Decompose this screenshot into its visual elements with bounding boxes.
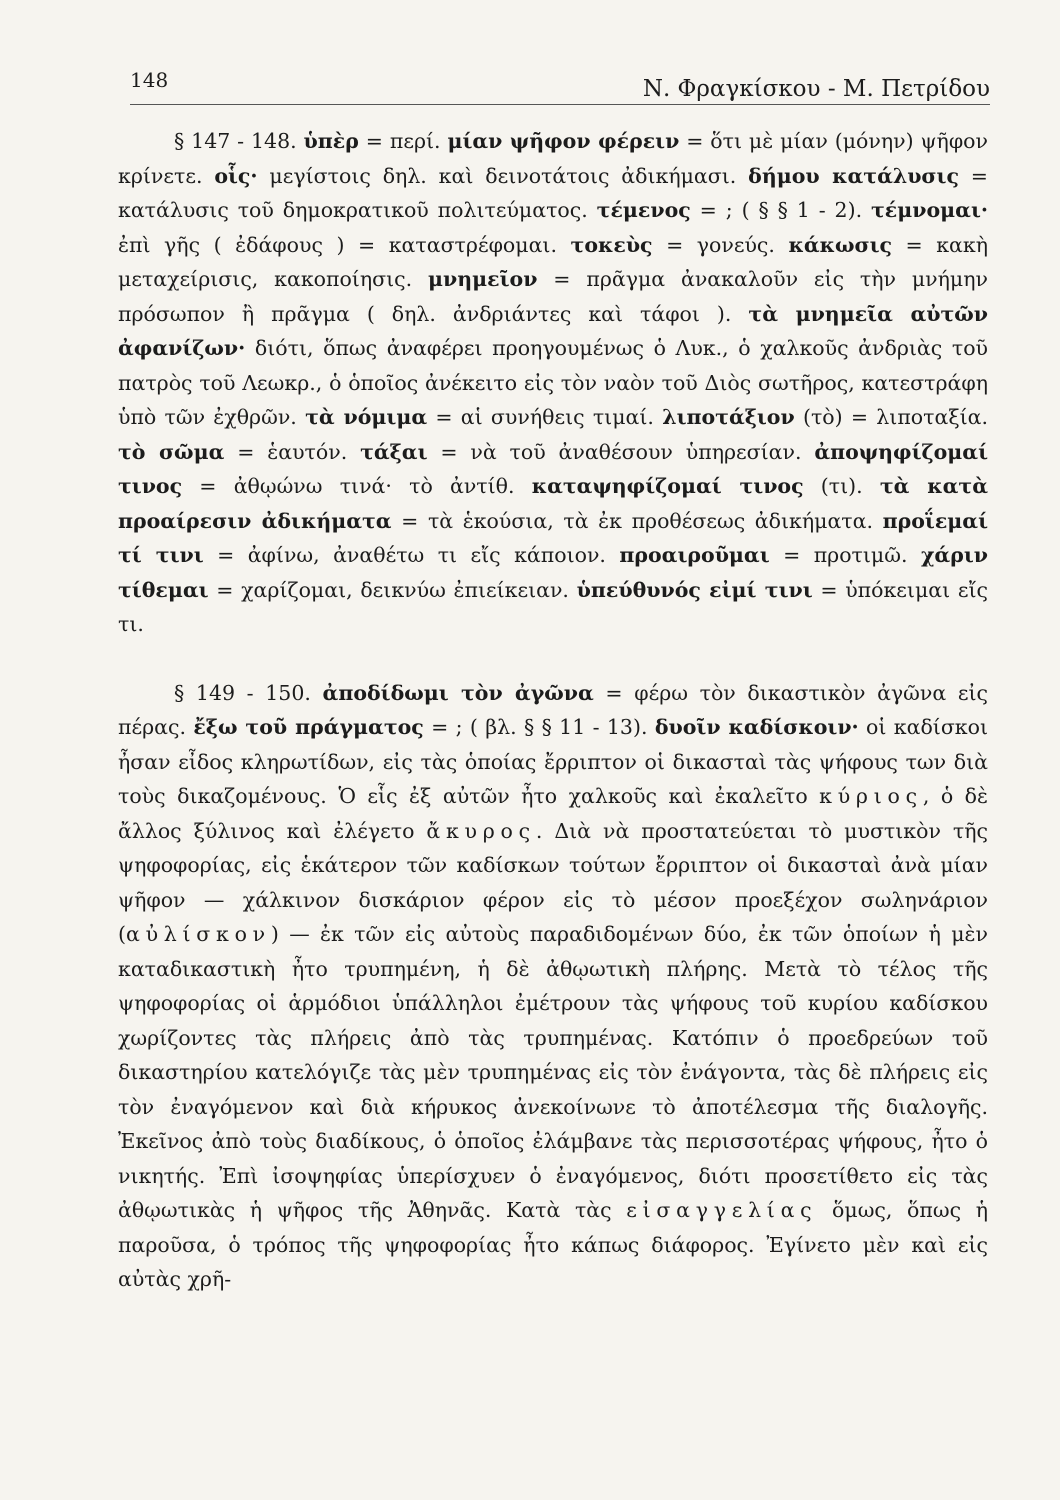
glossary-term: χάριν τίθεμαι (118, 543, 988, 602)
text-segment: οἱ καδίσκοι ἦσαν εἶδος κληρωτίδων, εἰς τὰς ὁποίας ἔρριπτον οἱ δικασταὶ τὰς ψήφους των διὰ τοὺς δικαζομένους. Ὁ εἷς ἐξ αὐτῶν ἦτο χαλκοῦς καὶ ἐκαλεῖτο (118, 715, 989, 808)
emphasized-word: εἰσαγγελίας (626, 1198, 818, 1222)
glossary-term: λιποτάξιον (662, 405, 795, 429)
text-segment: ) — ἐκ τῶν εἰς αὐτοὺς παραδιδομένων δύο, ἐκ τῶν ὁποίων ἡ μὲν καταδικαστικὴ ἦτο τρυπημένη, ἡ δὲ ἀθῳωτικὴ πλήρης. Μετὰ τὸ τέλος τῆς ψηφοφορίας οἱ ἁρμόδιοι ὑπάλληλοι ἐμέτρουν τὰς ψήφους τοῦ κυρίου καδίσκου χωρίζοντες τὰς πλήρεις ἀπὸ τὰς τρυπημένας. Κατόπιν ὁ προεδρεύων τοῦ δικαστηρίου κατελόγιζε τὰς μὲν τρυπημένας εἰς τὸν ἐνάγοντα, τὰς δὲ πλήρεις εἰς τὸν ἐναγόμενον καὶ διὰ κήρυκος ἀνεκοίνωνε τὸ ἀποτέλεσμα τῆς διαλογῆς. Ἐκεῖνος ἀπὸ τοὺς διαδίκους, ὁ ὁποῖος ἐλάμβανε τὰς περισσοτέρας ψήφους, ἦτο ὁ νικητής. Ἐπὶ ἰσοψηφίας ὑπερίσχυεν ὁ ἐναγόμενος, διότι προσετίθετο εἰς τὰς ἀθῳωτικὰς ἡ ψῆφος τῆς Ἀθηνᾶς. Κατὰ τὰς (118, 922, 988, 1222)
text-segment: = αἱ συνήθεις τιμαί. (427, 405, 663, 429)
glossary-term: ὑπεύθυνός εἰμί τινι (576, 577, 813, 602)
text-segment: = ὑπόκειμαι εἴς τι. (118, 577, 988, 636)
page-number: 148 (130, 68, 169, 92)
text-segment: = κατάλυσις τοῦ δημοκρατικοῦ πολιτεύματος. (118, 163, 988, 222)
glossary-term: τέμνομαι· (871, 198, 988, 222)
glossary-term: δήμου κατάλυσις (748, 163, 959, 188)
glossary-term: τάξαι (360, 439, 428, 464)
text-segment: = προτιμῶ. (769, 543, 921, 567)
glossary-term: προαιροῦμαι (619, 543, 770, 567)
glossary-term: τὰ κατὰ προαίρεσιν ἀδικήματα (118, 474, 988, 533)
text-segment: = περί. (358, 129, 448, 153)
text-segment: (τι). (803, 474, 880, 498)
glossary-term: τέμενος (596, 198, 691, 222)
text-segment: = ; ( § § 1 - 2). (690, 198, 871, 222)
text-segment: § 149 - 150. (174, 680, 323, 705)
text-segment: = κακὴ μεταχείρισις, κακοποίησις. (118, 232, 988, 291)
running-head: Ν. Φραγκίσκου - Μ. Πετρίδου (642, 76, 990, 102)
text-segment: = τὰ ἑκούσια, τὰ ἐκ προθέσεως ἀδικήματα. (391, 508, 883, 533)
text-segment: = ὅτι μὲ μίαν (μόνην) ψῆφον κρίνετε. (118, 129, 988, 188)
glossary-term: ἀποψηφίζομαί τινος (118, 439, 988, 498)
glossary-term: τοκεὺς (570, 232, 653, 257)
text-segment: ὅμως, ὅπως ἡ παροῦσα, ὁ τρόπος τῆς ψηφοφορίας ἦτο κάπως διάφορος. Ἐγίνετο μὲν καὶ εἰς αὐτὰς χρῆ- (118, 1198, 988, 1291)
emphasized-word: κύριος (819, 784, 923, 808)
glossary-term: κάκωσις (788, 232, 892, 257)
text-segment: = γονεύς. (652, 232, 789, 257)
emphasized-word: αὐλίσκον (126, 922, 271, 946)
glossary-term: ὑπὲρ (303, 129, 359, 153)
glossary-term: τὰ νόμιμα (305, 405, 428, 429)
text-segment: = νὰ τοῦ ἀναθέσουν ὑπηρεσίαν. (427, 439, 815, 464)
paragraph-147-148 (118, 124, 988, 642)
glossary-term: ἀποδίδωμι τὸν ἀγῶνα (322, 680, 594, 705)
glossary-term: τὸ σῶμα (118, 439, 225, 464)
text-segment: = ; ( βλ. § § 11 - 13). (423, 715, 655, 739)
text-segment: § 147 - 148. (174, 129, 304, 153)
text-segment: = ἀφίνω, ἀναθέτω τι εἴς κάποιον. (203, 543, 620, 567)
glossary-term: οἷς· (214, 163, 258, 188)
text-segment: = χαρίζομαι, δεικνύω ἐπιείκειαν. (208, 577, 577, 602)
glossary-term: προΐεμαί τί τινι (118, 508, 989, 567)
text-segment: = πρᾶγμα ἀνακαλοῦν εἰς τὴν μνήμην πρόσωπον ἢ πρᾶγμα ( δηλ. ἀνδριάντες καὶ τάφοι ). (118, 267, 988, 326)
text-segment: ἐπὶ γῆς ( ἐδάφους ) = καταστρέφομαι. (118, 232, 571, 257)
glossary-term: δυοῖν καδίσκοιν· (654, 715, 859, 739)
glossary-term: ἔξω τοῦ πράγματος (193, 715, 424, 739)
text-segment: μεγίστοις δηλ. καὶ δεινοτάτοις ἀδικήμασι. (257, 163, 749, 188)
text-segment: = ἀθῳώνω τινά· τὸ ἀντίθ. (182, 474, 532, 498)
glossary-term: μίαν ψῆφον φέρειν (447, 129, 680, 153)
page-header (130, 68, 990, 105)
text-segment: = ἑαυτόν. (224, 439, 361, 464)
text-segment: = φέρω τὸν δικαστικὸν ἀγῶνα εἰς πέρας. (118, 680, 988, 739)
glossary-term: μνημεῖον (428, 267, 538, 291)
emphasized-word: ἄκυρος (426, 818, 536, 843)
paragraph-149-150 (118, 676, 988, 1297)
text-segment: . Διὰ νὰ προστατεύεται τὸ μυστικὸν τῆς ψηφοφορίας, εἰς ἑκάτερον τῶν καδίσκων τούτων ἔρριπτον οἱ δικασταὶ ἀνὰ μίαν ψῆφον — χάλκινον δισκάριον φέρον εἰς τὸ μέσον προεξέχον σωληνάριον ( (118, 818, 988, 946)
glossary-term: τὰ μνημεῖα αὐτῶν ἀφανίζων· (118, 301, 988, 360)
text-segment: (τὸ) = λιποταξία. (794, 405, 989, 429)
glossary-term: καταψηφίζομαί τινος (531, 474, 804, 498)
text-segment: διότι, ὅπως ἀναφέρει προηγουμένως ὁ Λυκ., ὁ χαλκοῦς ἀνδριὰς τοῦ πατρὸς τοῦ Λεωκρ., ὁ ὁποῖος ἀνέκειτο εἰς τὸν ναὸν τοῦ Διὸς σωτῆρος, κατεστράφη ὑπὸ τῶν ἐχθρῶν. (118, 336, 988, 429)
text-segment: , ὁ δὲ ἄλλος ξύλινος καὶ ἐλέγετο (118, 784, 989, 843)
commentary-text (118, 124, 988, 1297)
